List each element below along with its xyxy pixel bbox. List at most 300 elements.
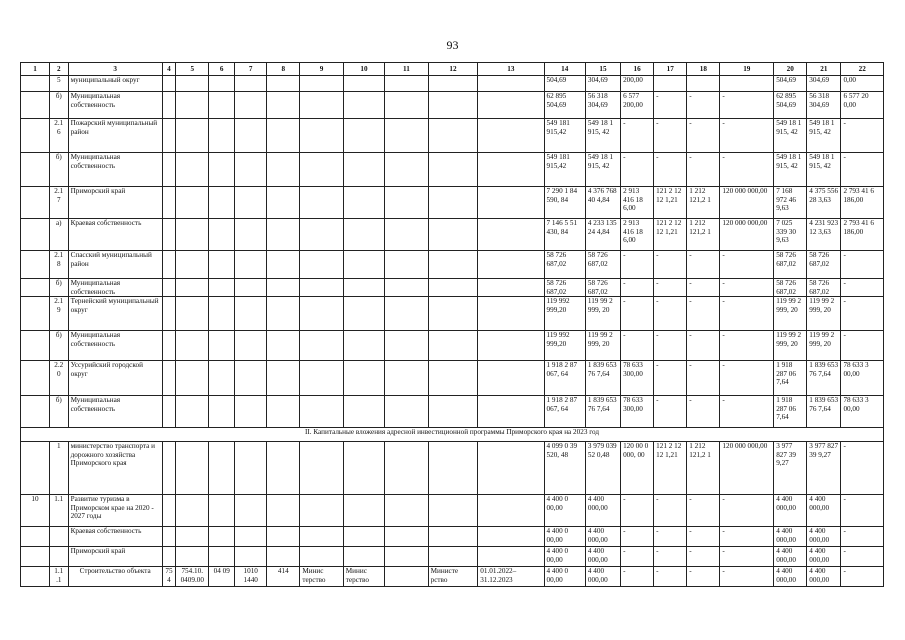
table-cell: 4 400 000,00 [774,547,807,567]
table-cell: - [654,119,687,153]
table-cell: Уссурийский городской округ [68,361,162,396]
table-cell [300,547,343,567]
table-cell [428,527,478,547]
table-cell [300,297,343,331]
table-cell [21,92,50,119]
table-cell: - [621,331,654,361]
column-header: 18 [687,63,720,76]
table-cell: - [621,297,654,331]
table-cell [267,547,300,567]
table-cell: - [720,331,774,361]
table-cell [162,279,175,297]
table-cell [300,442,343,495]
table-cell: 549 18 1 915, 42 [807,153,841,187]
table-cell [385,76,428,92]
table-cell: Минис терство [300,567,343,587]
table-cell [343,251,384,279]
table-cell: 2 793 41 6 186,00 [841,219,884,251]
table-cell: 4 400 000,00 [774,495,807,527]
table-cell: 5 [49,76,68,92]
table-cell: 549 181 915,42 [544,153,585,187]
table-cell [162,251,175,279]
table-cell [343,495,384,527]
table-cell [21,251,50,279]
table-cell [478,297,544,331]
table-cell [209,187,235,219]
table-cell: 2 793 41 6 186,00 [841,187,884,219]
column-header: 5 [176,63,209,76]
table-cell [343,279,384,297]
table-cell: - [720,153,774,187]
investment-program-table [20,62,884,587]
table-cell: - [720,297,774,331]
table-cell [235,219,267,251]
table-cell [162,361,175,396]
table-cell: 58 726 687,02 [544,279,585,297]
table-cell: - [720,567,774,587]
table-cell: 58 726 687,02 [774,279,807,297]
table-cell: 4 400 0 00,00 [544,547,585,567]
table-cell [267,219,300,251]
table-row [21,396,884,428]
header-row [21,63,884,76]
table-cell: 3 977 827 39 9,27 [774,442,807,495]
table-cell: 4 400 000,00 [807,527,841,547]
table-cell [162,153,175,187]
column-header: 19 [720,63,774,76]
table-cell: 58 726 687,02 [807,279,841,297]
table-cell: - [621,567,654,587]
table-cell [176,251,209,279]
table-cell [428,279,478,297]
table-row [21,92,884,119]
table-cell [267,331,300,361]
table-row [21,442,884,495]
table-cell [162,396,175,428]
table-cell [343,92,384,119]
table-cell [267,442,300,495]
table-cell [235,279,267,297]
table-cell [343,76,384,92]
table-cell: - [841,527,884,547]
table-cell [162,442,175,495]
table-cell [267,153,300,187]
column-header: 9 [300,63,343,76]
table-cell [478,547,544,567]
table-row [21,331,884,361]
table-cell [478,396,544,428]
table-cell [343,219,384,251]
table-cell: 4 400 000,00 [807,547,841,567]
table-cell [720,76,774,92]
table-cell [478,495,544,527]
table-cell: 2 913 416 18 6,00 [621,187,654,219]
table-cell: Приморский край [68,547,162,567]
table-cell [21,297,50,331]
table-cell [300,331,343,361]
table-row [21,119,884,153]
table-cell [385,396,428,428]
table-cell: Спасский муниципальный район [68,251,162,279]
table-cell [478,279,544,297]
column-header: 20 [774,63,807,76]
table-cell: - [687,361,720,396]
table-cell: 4 376 768 40 4,84 [585,187,620,219]
table-cell [176,361,209,396]
table-cell [343,297,384,331]
table-cell [209,153,235,187]
table-cell [21,219,50,251]
table-row [21,279,884,297]
table-cell: 504,69 [774,76,807,92]
table-cell: 01.01.2022– 31.12.2023 [478,567,544,587]
table-cell: 7 025 339 30 9,63 [774,219,807,251]
table-cell: 1 839 653 76 7,64 [585,361,620,396]
table-cell: 121 2 12 12 1,21 [654,187,687,219]
table-cell [478,187,544,219]
table-cell [300,187,343,219]
table-cell: - [687,251,720,279]
table-cell [428,361,478,396]
table-cell: 58 726 687,02 [585,279,620,297]
table-row [21,567,884,587]
table-cell: б) [49,396,68,428]
table-cell [21,527,50,547]
table-cell: 120 000 000,00 [720,219,774,251]
table-cell [235,396,267,428]
table-cell: 62 895 504,69 [774,92,807,119]
table-cell [209,219,235,251]
column-header: 6 [209,63,235,76]
table-cell [235,153,267,187]
table-cell: 2.1 7 [49,187,68,219]
table-cell: - [654,361,687,396]
table-cell: 4 400 000,00 [774,567,807,587]
table-cell: Муниципальная собственность [68,153,162,187]
column-header: 12 [428,63,478,76]
table-cell: 7 168 972 46 9,63 [774,187,807,219]
table-cell: - [654,331,687,361]
table-cell [478,153,544,187]
table-cell [235,119,267,153]
table-cell: Муниципальная собственность [68,331,162,361]
table-cell [428,495,478,527]
column-header: 21 [807,63,841,76]
table-cell: 2.1 8 [49,251,68,279]
table-cell: - [841,567,884,587]
table-cell: 4 400 0 00,00 [544,495,585,527]
table-cell [343,119,384,153]
table-cell [176,442,209,495]
table-cell: 119 992 999,20 [544,331,585,361]
table-cell: - [841,153,884,187]
table-cell [478,119,544,153]
table-cell: 56 318 304,69 [807,92,841,119]
table-cell: 6 577 20 0,00 [841,92,884,119]
table-cell: 4 233 135 24 4,84 [585,219,620,251]
table-cell: 549 181 915,42 [544,119,585,153]
table-cell [21,331,50,361]
table-cell: - [687,297,720,331]
table-cell: - [654,251,687,279]
table-cell [209,442,235,495]
table-cell [267,119,300,153]
column-header: 1 [21,63,50,76]
table-cell: - [687,527,720,547]
table-cell [49,547,68,567]
table-cell: 119 99 2 999, 20 [585,331,620,361]
table-cell: - [621,279,654,297]
table-cell [21,547,50,567]
table-cell [209,76,235,92]
table-cell: 121 2 12 12 1,21 [654,442,687,495]
table-cell: 4 099 0 39 520, 48 [544,442,585,495]
table-cell [385,119,428,153]
table-cell [300,219,343,251]
table-cell: - [841,495,884,527]
column-header: 11 [385,63,428,76]
table-cell [209,92,235,119]
table-cell: 4 400 0 00,00 [544,567,585,587]
table-cell [343,331,384,361]
table-cell [428,219,478,251]
table-cell [385,527,428,547]
table-cell [162,297,175,331]
table-cell: - [841,297,884,331]
table-cell: 754.10. 0409.00 [176,567,209,587]
table-cell [385,297,428,331]
table-row [21,297,884,331]
table-cell [176,279,209,297]
table-cell [343,442,384,495]
table-cell: - [654,396,687,428]
table-cell: б) [49,279,68,297]
table-cell [267,251,300,279]
table-cell [162,495,175,527]
table-cell [428,547,478,567]
table-cell [478,219,544,251]
section-title: II. Капитальные вложения адресной инвестиционной программы Приморского края на 2023 год [21,428,884,442]
table-cell: 2.1 6 [49,119,68,153]
table-cell: - [621,547,654,567]
table-cell [385,279,428,297]
table-cell: Муниципальная собственность [68,92,162,119]
table-cell: 78 633 300,00 [621,396,654,428]
table-cell [176,331,209,361]
table-cell: 78 633 3 00,00 [841,361,884,396]
table-cell: - [654,92,687,119]
column-header: 16 [621,63,654,76]
table-cell: 1 212 121,2 1 [687,219,720,251]
table-cell: 58 726 687,02 [585,251,620,279]
table-row [21,251,884,279]
table-cell: 4 400 000,00 [585,527,620,547]
table-cell: 7 146 5 51 430, 84 [544,219,585,251]
table-cell [235,442,267,495]
table-cell: - [720,396,774,428]
section-row [21,428,884,442]
table-row [21,361,884,396]
table-cell [428,92,478,119]
table-cell [176,153,209,187]
table-cell [209,547,235,567]
table-cell [209,527,235,547]
table-cell: 4 400 000,00 [585,547,620,567]
table-cell: - [654,527,687,547]
table-cell [267,495,300,527]
column-header: 13 [478,63,544,76]
table-cell [235,361,267,396]
table-cell [176,219,209,251]
table-cell: Муниципальная собственность [68,279,162,297]
table-cell: 549 18 1 915, 42 [585,153,620,187]
table-cell [162,187,175,219]
table-cell: 10 [21,495,50,527]
table-cell [343,187,384,219]
table-cell [343,527,384,547]
table-cell: 1.1 .1 [49,567,68,587]
table-cell [267,76,300,92]
table-cell [385,219,428,251]
table-cell [343,547,384,567]
table-cell: - [654,567,687,587]
column-header: 22 [841,63,884,76]
table-cell: Приморский край [68,187,162,219]
table-cell: - [720,119,774,153]
table-cell: - [621,251,654,279]
table-cell: 4 231 923 12 3,63 [807,219,841,251]
table-cell: - [621,153,654,187]
table-cell [267,187,300,219]
column-header: 4 [162,63,175,76]
table-cell [176,187,209,219]
table-cell [176,76,209,92]
table-cell: 6 577 200,00 [621,92,654,119]
table-row [21,527,884,547]
table-cell: - [841,279,884,297]
table-cell: - [654,495,687,527]
table-cell [235,297,267,331]
table-cell: 78 633 3 00,00 [841,396,884,428]
table-cell: - [841,331,884,361]
table-cell [343,396,384,428]
table-cell: - [621,119,654,153]
table-cell [300,119,343,153]
table-cell [176,547,209,567]
table-cell: - [654,279,687,297]
column-header: 14 [544,63,585,76]
table-cell [300,76,343,92]
table-cell [385,547,428,567]
table-cell: 2.2 0 [49,361,68,396]
table-cell [235,92,267,119]
table-cell [162,119,175,153]
table-cell [428,153,478,187]
table-cell: 58 726 687,02 [774,251,807,279]
table-cell [267,361,300,396]
table-cell: - [687,331,720,361]
table-cell: - [841,442,884,495]
column-header: 3 [68,63,162,76]
table-cell: Министе рство [428,567,478,587]
table-cell: - [687,495,720,527]
table-cell: 62 895 504,69 [544,92,585,119]
table-cell [478,442,544,495]
table-cell [300,279,343,297]
table-cell [343,361,384,396]
table-cell: - [720,495,774,527]
table-cell: - [687,567,720,587]
table-cell: 4 400 000,00 [807,495,841,527]
table-cell [428,297,478,331]
table-row [21,153,884,187]
table-cell [209,119,235,153]
table-cell: Муниципальная собственность [68,396,162,428]
column-header: 17 [654,63,687,76]
table-cell: 4 400 000,00 [585,567,620,587]
table-cell: Тернейский муниципальный округ [68,297,162,331]
table-cell: Краевая собственность [68,219,162,251]
table-cell: - [687,119,720,153]
table-cell [428,396,478,428]
table-cell: 2 913 416 18 6,00 [621,219,654,251]
table-cell: Краевая собственность [68,527,162,547]
table-cell [385,442,428,495]
table-cell [478,361,544,396]
table-cell: 120 000 000,00 [720,442,774,495]
table-cell [162,76,175,92]
table-cell: - [720,527,774,547]
table-cell [300,396,343,428]
table-cell: 121 2 12 12 1,21 [654,219,687,251]
table-cell [21,396,50,428]
table-cell [21,361,50,396]
table-cell: 1 839 653 76 7,64 [807,396,841,428]
table-cell [235,527,267,547]
table-cell [687,76,720,92]
table-cell: Развитие туризма в Приморском крае на 2020 - 2027 годы [68,495,162,527]
table-cell: - [687,279,720,297]
table-cell: 3 977 827 39 9,27 [807,442,841,495]
table-cell [235,547,267,567]
table-cell [21,442,50,495]
table-cell: 120 00 0 000, 00 [621,442,654,495]
table-cell: 1 918 2 87 067, 64 [544,361,585,396]
table-cell [209,495,235,527]
table-cell [385,187,428,219]
table-cell: 1.1 [49,495,68,527]
table-cell: 78 633 300,00 [621,361,654,396]
table-cell: 04 09 [209,567,235,587]
table-cell [162,92,175,119]
table-cell [267,297,300,331]
table-cell: 4 400 000,00 [585,495,620,527]
table-cell [209,279,235,297]
table-row [21,219,884,251]
table-cell [385,331,428,361]
table-cell: 504,69 [544,76,585,92]
table-cell [385,153,428,187]
table-cell [176,297,209,331]
table-cell [162,547,175,567]
table-cell: - [720,279,774,297]
table-cell [21,119,50,153]
table-cell [176,527,209,547]
table-cell: - [720,361,774,396]
table-cell: - [621,495,654,527]
table-cell [428,442,478,495]
table-cell [235,251,267,279]
